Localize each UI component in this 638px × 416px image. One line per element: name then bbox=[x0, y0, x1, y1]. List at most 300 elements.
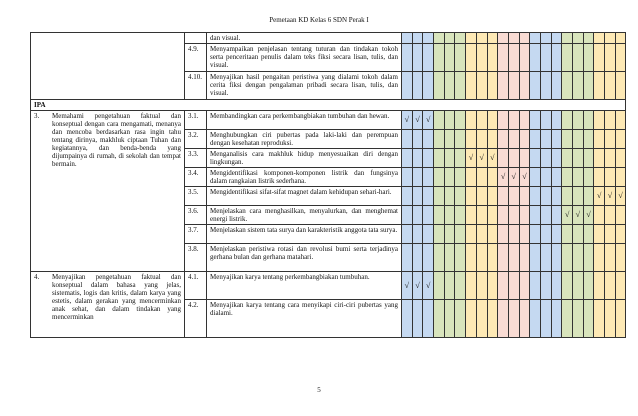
check-cell bbox=[466, 130, 477, 149]
check-cell bbox=[498, 72, 509, 100]
check-cell bbox=[487, 130, 498, 149]
sub-kd-number: 3.4. bbox=[185, 168, 207, 187]
check-cell bbox=[594, 130, 605, 149]
check-cell bbox=[615, 272, 626, 300]
check-cell bbox=[615, 168, 626, 187]
check-cell bbox=[551, 111, 562, 130]
check-mark: √ bbox=[498, 168, 509, 187]
check-cell bbox=[423, 300, 434, 338]
check-cell bbox=[466, 111, 477, 130]
check-cell bbox=[466, 206, 477, 225]
check-cell bbox=[594, 33, 605, 44]
check-cell bbox=[423, 244, 434, 272]
check-cell bbox=[530, 72, 541, 100]
check-cell bbox=[530, 300, 541, 338]
check-cell bbox=[402, 149, 413, 168]
check-cell bbox=[487, 272, 498, 300]
table-row bbox=[31, 33, 626, 44]
check-cell bbox=[498, 244, 509, 272]
check-mark: √ bbox=[615, 187, 626, 206]
check-cell bbox=[508, 149, 519, 168]
check-cell bbox=[466, 244, 477, 272]
check-cell bbox=[434, 168, 445, 187]
check-cell bbox=[412, 225, 423, 244]
check-cell bbox=[444, 111, 455, 130]
check-cell bbox=[530, 244, 541, 272]
check-cell bbox=[551, 33, 562, 44]
check-cell bbox=[455, 168, 466, 187]
sub-kd-number: 3.8. bbox=[185, 244, 207, 272]
check-cell bbox=[498, 33, 509, 44]
check-cell bbox=[562, 225, 573, 244]
check-cell bbox=[530, 111, 541, 130]
check-cell bbox=[402, 187, 413, 206]
sub-kd-number: 3.2. bbox=[185, 130, 207, 149]
check-cell bbox=[487, 168, 498, 187]
check-cell bbox=[519, 33, 530, 44]
check-cell bbox=[434, 244, 445, 272]
check-cell bbox=[412, 149, 423, 168]
check-cell bbox=[455, 300, 466, 338]
check-cell bbox=[508, 300, 519, 338]
check-cell bbox=[434, 130, 445, 149]
check-cell bbox=[498, 187, 509, 206]
check-cell bbox=[551, 44, 562, 72]
check-cell bbox=[476, 300, 487, 338]
check-cell bbox=[412, 206, 423, 225]
check-cell bbox=[402, 206, 413, 225]
check-cell bbox=[540, 72, 551, 100]
check-cell bbox=[605, 206, 616, 225]
check-cell bbox=[562, 187, 573, 206]
check-cell bbox=[476, 44, 487, 72]
check-cell bbox=[605, 244, 616, 272]
check-cell bbox=[412, 187, 423, 206]
check-mark: √ bbox=[423, 272, 434, 300]
check-cell bbox=[466, 272, 477, 300]
check-cell bbox=[605, 33, 616, 44]
check-cell bbox=[551, 225, 562, 244]
check-mark: √ bbox=[412, 272, 423, 300]
check-cell bbox=[423, 149, 434, 168]
check-cell bbox=[519, 225, 530, 244]
sub-kd-text: Mengidentifikasi komponen-komponen listrik dan fungsinya dalam rangkaian listrik sederhana. bbox=[207, 168, 402, 187]
check-cell bbox=[594, 244, 605, 272]
sub-kd-text: Menjelaskan peristiwa rotasi dan revolusi bumi serta terjadinya gerhana bulan dan gerhana matahari. bbox=[207, 244, 402, 272]
check-mark: √ bbox=[466, 149, 477, 168]
check-cell bbox=[487, 187, 498, 206]
check-cell bbox=[476, 187, 487, 206]
check-cell bbox=[573, 244, 584, 272]
check-cell bbox=[498, 130, 509, 149]
check-cell bbox=[402, 33, 413, 44]
check-cell bbox=[434, 187, 445, 206]
check-cell bbox=[498, 300, 509, 338]
check-cell bbox=[423, 130, 434, 149]
check-cell bbox=[476, 244, 487, 272]
check-cell bbox=[455, 44, 466, 72]
check-cell bbox=[487, 206, 498, 225]
check-cell bbox=[412, 72, 423, 100]
check-cell bbox=[562, 72, 573, 100]
check-cell bbox=[487, 72, 498, 100]
kd-text: Memahami pengetahuan faktual dan konseptual dengan cara mengamati, menanya dan mencoba berdasarkan rasa ingin tahu tentang dirinya, makhluk ciptaan Tuhan dan kegiatannya, dan benda-benda yang dijumpainya di rumah, di sekolah dan tempat bermain. bbox=[52, 112, 181, 168]
check-cell bbox=[573, 300, 584, 338]
section-title: IPA bbox=[31, 100, 626, 111]
check-cell bbox=[594, 44, 605, 72]
check-mark: √ bbox=[594, 187, 605, 206]
check-cell bbox=[519, 72, 530, 100]
check-mark: √ bbox=[402, 111, 413, 130]
check-cell bbox=[573, 187, 584, 206]
check-cell bbox=[423, 187, 434, 206]
check-cell bbox=[476, 72, 487, 100]
sub-kd-text: Menganalisis cara makhluk hidup menyesuaikan diri dengan lingkungan. bbox=[207, 149, 402, 168]
check-cell bbox=[455, 130, 466, 149]
kd-number: 3. bbox=[34, 112, 40, 120]
check-cell bbox=[508, 44, 519, 72]
check-cell bbox=[444, 168, 455, 187]
check-cell bbox=[562, 44, 573, 72]
check-cell bbox=[498, 44, 509, 72]
check-cell bbox=[412, 300, 423, 338]
check-cell bbox=[540, 130, 551, 149]
check-cell bbox=[540, 111, 551, 130]
check-cell bbox=[573, 272, 584, 300]
check-cell bbox=[487, 44, 498, 72]
check-cell bbox=[583, 130, 594, 149]
check-mark: √ bbox=[573, 206, 584, 225]
check-cell bbox=[551, 187, 562, 206]
check-cell bbox=[583, 33, 594, 44]
check-cell bbox=[434, 300, 445, 338]
check-cell bbox=[455, 225, 466, 244]
check-cell bbox=[540, 225, 551, 244]
check-cell bbox=[615, 111, 626, 130]
check-cell bbox=[434, 111, 445, 130]
check-cell bbox=[434, 44, 445, 72]
check-cell bbox=[615, 225, 626, 244]
check-cell bbox=[444, 272, 455, 300]
check-cell bbox=[583, 225, 594, 244]
check-cell bbox=[605, 44, 616, 72]
check-cell bbox=[519, 206, 530, 225]
kd-mapping-table bbox=[30, 32, 626, 338]
check-cell bbox=[476, 272, 487, 300]
check-cell bbox=[594, 149, 605, 168]
check-cell bbox=[434, 272, 445, 300]
page-number: 5 bbox=[317, 386, 321, 394]
check-cell bbox=[540, 187, 551, 206]
check-mark: √ bbox=[583, 206, 594, 225]
check-cell bbox=[562, 111, 573, 130]
kd-text: Menyajikan pengetahuan faktual dan konseptual dalam bahasa yang jelas, sistematis, logis dan kritis, dalam karya yang estetis, dalam gerakan yang mencerminkan anak sehat, dan dalam tindakan yang mencerminkan bbox=[52, 273, 181, 321]
kd-cell bbox=[31, 111, 185, 272]
check-mark: √ bbox=[487, 149, 498, 168]
check-cell bbox=[594, 300, 605, 338]
check-cell bbox=[562, 272, 573, 300]
check-cell bbox=[455, 72, 466, 100]
check-cell bbox=[594, 168, 605, 187]
check-cell bbox=[583, 272, 594, 300]
check-cell bbox=[466, 44, 477, 72]
check-cell bbox=[476, 206, 487, 225]
check-cell bbox=[583, 44, 594, 72]
check-cell bbox=[444, 149, 455, 168]
check-cell bbox=[444, 300, 455, 338]
check-cell bbox=[530, 149, 541, 168]
page-header: Pemetaan KD Kelas 6 SDN Perak I bbox=[269, 16, 369, 24]
check-cell bbox=[594, 225, 605, 244]
check-cell bbox=[573, 225, 584, 244]
check-cell bbox=[455, 206, 466, 225]
sub-kd-number: 3.3. bbox=[185, 149, 207, 168]
check-cell bbox=[594, 206, 605, 225]
check-cell bbox=[402, 300, 413, 338]
check-cell bbox=[615, 300, 626, 338]
check-mark: √ bbox=[476, 149, 487, 168]
check-cell bbox=[412, 44, 423, 72]
check-cell bbox=[508, 225, 519, 244]
check-mark: √ bbox=[562, 206, 573, 225]
check-cell bbox=[444, 206, 455, 225]
check-cell bbox=[605, 225, 616, 244]
sub-kd-number: 4.2. bbox=[185, 300, 207, 338]
check-mark: √ bbox=[423, 111, 434, 130]
check-cell bbox=[487, 244, 498, 272]
check-mark: √ bbox=[605, 187, 616, 206]
check-cell bbox=[487, 33, 498, 44]
check-cell bbox=[551, 149, 562, 168]
check-cell bbox=[530, 187, 541, 206]
check-cell bbox=[444, 225, 455, 244]
check-cell bbox=[498, 111, 509, 130]
check-cell bbox=[540, 300, 551, 338]
check-cell bbox=[551, 72, 562, 100]
check-cell bbox=[615, 206, 626, 225]
check-cell bbox=[605, 130, 616, 149]
check-cell bbox=[615, 72, 626, 100]
check-cell bbox=[540, 149, 551, 168]
check-cell bbox=[530, 225, 541, 244]
check-cell bbox=[519, 44, 530, 72]
check-cell bbox=[605, 272, 616, 300]
kd-number: 4. bbox=[34, 273, 40, 281]
check-cell bbox=[551, 130, 562, 149]
check-cell bbox=[508, 130, 519, 149]
check-cell bbox=[508, 187, 519, 206]
check-cell bbox=[508, 206, 519, 225]
check-cell bbox=[519, 300, 530, 338]
check-cell bbox=[455, 149, 466, 168]
check-cell bbox=[551, 168, 562, 187]
check-cell bbox=[487, 111, 498, 130]
check-cell bbox=[573, 72, 584, 100]
check-cell bbox=[402, 244, 413, 272]
check-cell bbox=[615, 149, 626, 168]
check-cell bbox=[530, 130, 541, 149]
check-cell bbox=[530, 33, 541, 44]
check-cell bbox=[498, 206, 509, 225]
check-cell bbox=[444, 33, 455, 44]
check-cell bbox=[466, 225, 477, 244]
check-cell bbox=[540, 44, 551, 72]
check-cell bbox=[615, 130, 626, 149]
check-cell bbox=[519, 187, 530, 206]
check-cell bbox=[519, 149, 530, 168]
check-cell bbox=[605, 300, 616, 338]
sub-kd-text: Menghubungkan ciri pubertas pada laki-laki dan perempuan dengan kesehatan reproduksi. bbox=[207, 130, 402, 149]
sub-kd-text: Menjelaskan cara menghasilkan, menyalurkan, dan menghemat energi listrik. bbox=[207, 206, 402, 225]
sub-kd-number: 3.1. bbox=[185, 111, 207, 130]
check-cell bbox=[615, 44, 626, 72]
check-cell bbox=[573, 149, 584, 168]
check-cell bbox=[434, 72, 445, 100]
check-cell bbox=[444, 72, 455, 100]
check-cell bbox=[519, 111, 530, 130]
sub-kd-text: Menjelaskan sistem tata surya dan karakteristik anggota tata surya. bbox=[207, 225, 402, 244]
sub-kd-number: 4.9. bbox=[185, 44, 207, 72]
check-cell bbox=[540, 168, 551, 187]
sub-kd-number: 3.7. bbox=[185, 225, 207, 244]
check-cell bbox=[434, 206, 445, 225]
check-cell bbox=[498, 225, 509, 244]
sub-kd-number: 4.1. bbox=[185, 272, 207, 300]
kd-cell bbox=[31, 272, 185, 338]
check-cell bbox=[498, 272, 509, 300]
check-cell bbox=[594, 272, 605, 300]
check-cell bbox=[573, 33, 584, 44]
check-cell bbox=[583, 111, 594, 130]
check-cell bbox=[573, 130, 584, 149]
check-cell bbox=[573, 168, 584, 187]
check-cell bbox=[498, 149, 509, 168]
check-cell bbox=[583, 149, 594, 168]
sub-kd-text: Menyajikan karya tentang perkembangbiakan tumbuhan. bbox=[207, 272, 402, 300]
sub-kd-number: 3.5. bbox=[185, 187, 207, 206]
sub-kd-number: 4.10. bbox=[185, 72, 207, 100]
check-cell bbox=[562, 130, 573, 149]
check-cell bbox=[562, 149, 573, 168]
check-cell bbox=[412, 168, 423, 187]
check-cell bbox=[444, 187, 455, 206]
check-mark: √ bbox=[412, 111, 423, 130]
check-cell bbox=[583, 300, 594, 338]
check-cell bbox=[540, 272, 551, 300]
check-cell bbox=[540, 33, 551, 44]
check-cell bbox=[476, 225, 487, 244]
check-cell bbox=[615, 33, 626, 44]
check-cell bbox=[423, 225, 434, 244]
sub-kd-text: Mengidentifikasi sifat-sifat magnet dalam kehidupan sehari-hari. bbox=[207, 187, 402, 206]
check-cell bbox=[423, 33, 434, 44]
check-cell bbox=[476, 168, 487, 187]
sub-kd-text: Menyajikan hasil pengaitan peristiwa yang dialami tokoh dalam cerita fiksi dengan pengalaman pribadi secara lisan, tulis, dan visual. bbox=[207, 72, 402, 100]
check-cell bbox=[402, 225, 413, 244]
sub-kd-text: Membandingkan cara perkembangbiakan tumbuhan dan hewan. bbox=[207, 111, 402, 130]
table-row bbox=[31, 272, 626, 300]
check-cell bbox=[551, 244, 562, 272]
check-cell bbox=[508, 111, 519, 130]
check-cell bbox=[562, 33, 573, 44]
check-cell bbox=[476, 111, 487, 130]
check-cell bbox=[519, 244, 530, 272]
check-mark: √ bbox=[402, 272, 413, 300]
check-cell bbox=[551, 272, 562, 300]
empty-kd-cell bbox=[31, 33, 185, 100]
check-cell bbox=[562, 300, 573, 338]
check-cell bbox=[573, 111, 584, 130]
check-cell bbox=[455, 111, 466, 130]
check-cell bbox=[605, 72, 616, 100]
check-cell bbox=[434, 149, 445, 168]
check-cell bbox=[487, 300, 498, 338]
check-cell bbox=[423, 72, 434, 100]
check-cell bbox=[573, 44, 584, 72]
check-cell bbox=[412, 244, 423, 272]
check-cell bbox=[583, 244, 594, 272]
check-cell bbox=[402, 168, 413, 187]
section-row bbox=[31, 100, 626, 111]
check-cell bbox=[615, 244, 626, 272]
check-cell bbox=[530, 168, 541, 187]
check-cell bbox=[594, 72, 605, 100]
check-cell bbox=[530, 44, 541, 72]
check-cell bbox=[402, 72, 413, 100]
check-cell bbox=[594, 111, 605, 130]
check-cell bbox=[508, 244, 519, 272]
check-cell bbox=[540, 244, 551, 272]
check-cell bbox=[530, 272, 541, 300]
check-mark: √ bbox=[508, 168, 519, 187]
check-cell bbox=[444, 244, 455, 272]
sub-kd-text: Menyajikan karya tentang cara menyikapi ciri-ciri pubertas yang dialami. bbox=[207, 300, 402, 338]
check-cell bbox=[423, 168, 434, 187]
check-cell bbox=[508, 72, 519, 100]
check-cell bbox=[487, 225, 498, 244]
sub-kd-number bbox=[185, 33, 207, 44]
check-cell bbox=[519, 272, 530, 300]
check-cell bbox=[476, 130, 487, 149]
check-cell bbox=[455, 272, 466, 300]
check-cell bbox=[551, 300, 562, 338]
check-cell bbox=[412, 33, 423, 44]
check-cell bbox=[530, 206, 541, 225]
check-cell bbox=[444, 130, 455, 149]
check-cell bbox=[434, 33, 445, 44]
check-cell bbox=[562, 168, 573, 187]
check-cell bbox=[466, 300, 477, 338]
check-cell bbox=[583, 187, 594, 206]
check-cell bbox=[423, 206, 434, 225]
check-cell bbox=[551, 206, 562, 225]
check-mark: √ bbox=[519, 168, 530, 187]
check-cell bbox=[605, 168, 616, 187]
check-cell bbox=[455, 33, 466, 44]
check-cell bbox=[402, 44, 413, 72]
check-cell bbox=[455, 244, 466, 272]
check-cell bbox=[508, 33, 519, 44]
sub-kd-text: dan visual. bbox=[207, 33, 402, 44]
check-cell bbox=[423, 44, 434, 72]
check-cell bbox=[466, 168, 477, 187]
check-cell bbox=[412, 130, 423, 149]
check-cell bbox=[455, 187, 466, 206]
check-cell bbox=[562, 244, 573, 272]
check-cell bbox=[466, 72, 477, 100]
check-cell bbox=[466, 33, 477, 44]
check-cell bbox=[519, 130, 530, 149]
